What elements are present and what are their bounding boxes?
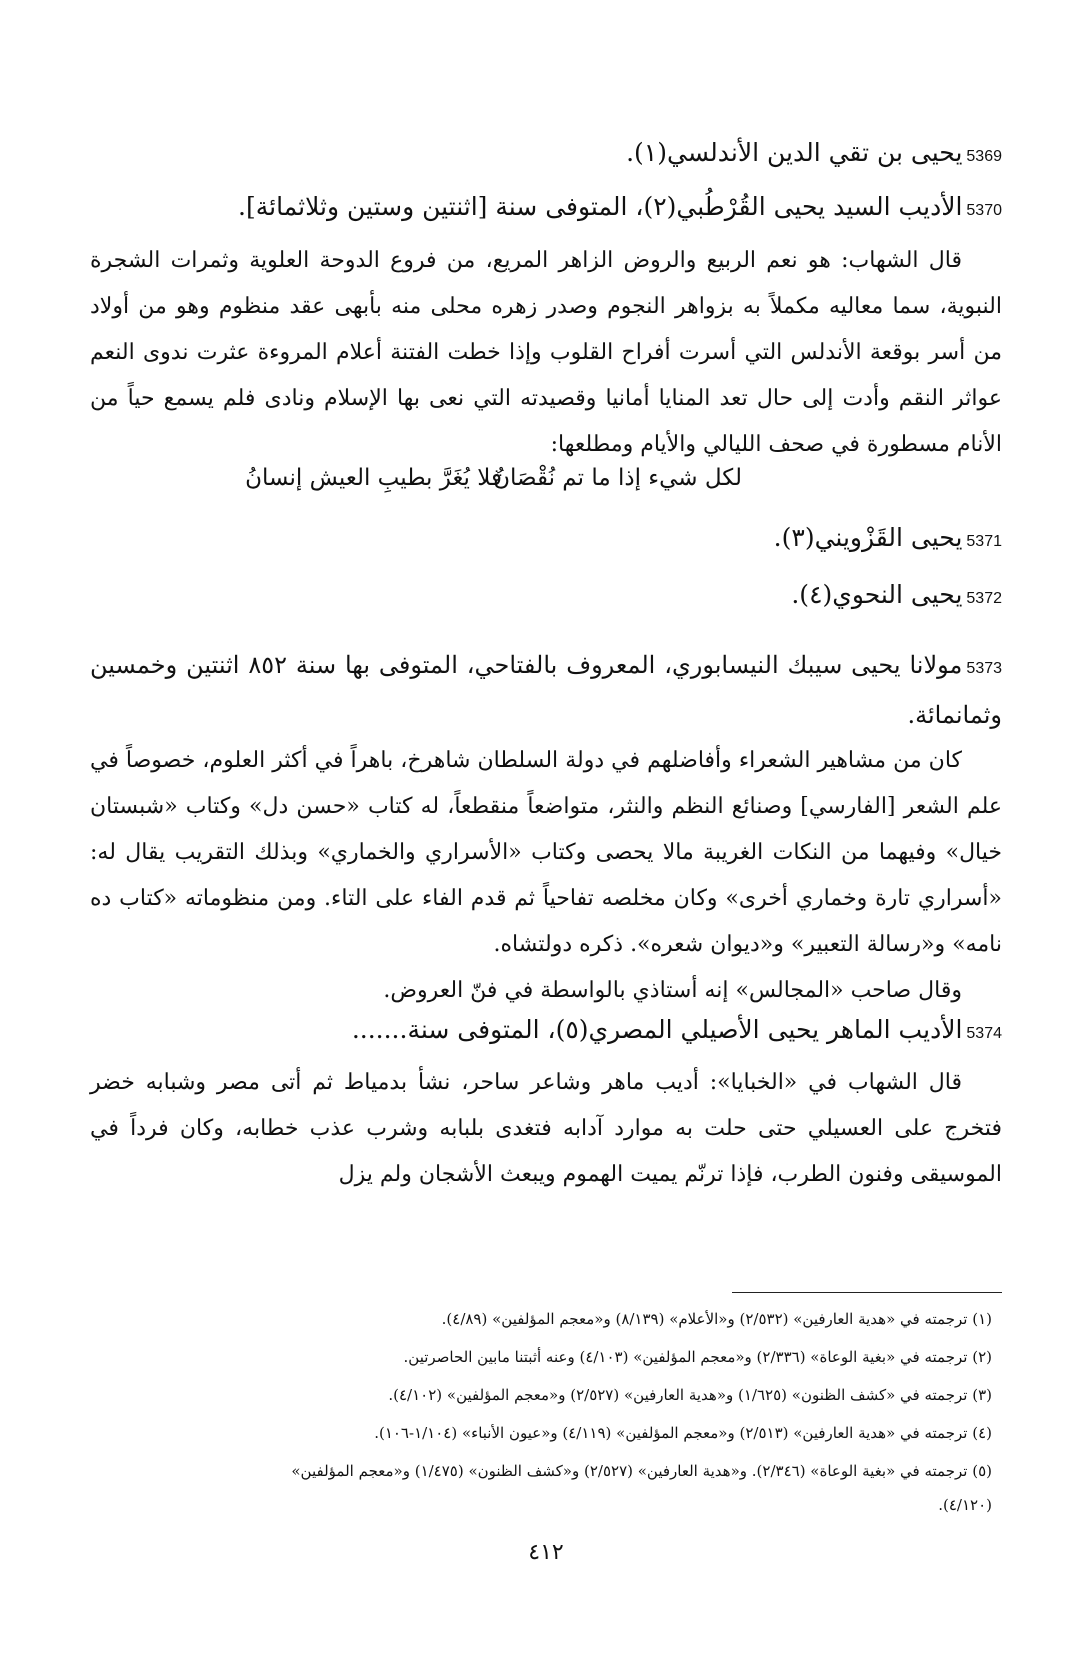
entry-heading	[170, 1015, 1002, 1044]
entry-heading	[90, 642, 1002, 738]
entry-body-continued: وقال صاحب «المجالس» إنه أستاذي بالواسطة في فنّ العروض.	[383, 978, 962, 1003]
entry-heading	[170, 138, 1002, 167]
entry-title: مولانا يحيى سيبك النيسابوري، المعروف بالفتاحي، المتوفى بها سنة ٨٥٢ اثنتين وخمسين وثمانمائة.	[90, 651, 1002, 729]
footnote: (٥) ترجمته في «بغية الوعاة» (٢/٣٤٦). و«هدية العارفين» (٢/٥٢٧) و«كشف الظنون» (١/٤٧٥) و«معجم المؤلفين»	[291, 1462, 992, 1480]
entry-title: يحيى القَزْويني(٣).	[773, 523, 963, 552]
entry-number: 5373	[966, 660, 1003, 677]
entry-title: الأديب الماهر يحيى الأصيلي المصري(٥)، المتوفى سنة.......	[351, 1015, 963, 1044]
verse-second-hemistich: فلا يُغَرَّ بطيبِ العيش إنسانُ	[245, 465, 502, 491]
entry-number: 5371	[966, 533, 1002, 550]
footnote-separator	[732, 1292, 1002, 1293]
verse-first-hemistich: لكل شيء إذا ما تم نُقْصَانُ	[493, 465, 742, 491]
footnote-continuation: (٤/١٢٠).	[938, 1496, 992, 1514]
entry-title: يحيى بن تقي الدين الأندلسي(١).	[626, 138, 963, 167]
entry-heading	[170, 580, 1002, 609]
entry-heading	[170, 523, 1002, 552]
entry-title: الأديب السيد يحيى القُرْطُبي(٢)، المتوفى سنة [اثنتين وستين وثلاثمائة].	[238, 192, 963, 221]
entry-number: 5374	[966, 1025, 1002, 1042]
entry-body: قال الشهاب في «الخبايا»: أديب ماهر وشاعر ساحر، نشأ بدمياط ثم أتى مصر وشبابه خضر فتخرج على العسيلي حتى حلت به موارد آدابه فتغدى بلبابه وشرب عذب خطابه، وكان فرداً في الموسيقى وفنون الطرب، فإذا ترنّم يميت الهموم ويبعث الأشجان ولم يزل	[90, 1070, 1002, 1187]
footnote: (٢) ترجمته في «بغية الوعاة» (٢/٣٣٦) و«معجم المؤلفين» (٤/١٠٣) وعنه أثبتنا مابين الحاصرتين.	[403, 1348, 992, 1366]
footnote: (٤) ترجمته في «هدية العارفين» (٢/٥١٣) و«معجم المؤلفين» (٤/١١٩) و«عيون الأنباء» (١/١٠٤-١٠٦).	[374, 1424, 992, 1442]
entry-body: كان من مشاهير الشعراء وأفاضلهم في دولة السلطان شاهرخ، باهراً في أكثر العلوم، خصوصاً في علم الشعر [الفارسي] وصنائع النظم والنثر، متواضعاً منقطعاً، له كتاب «حسن دل» وكتاب «شبستان خيال» وفيهما من النكات الغريبة مالا يحصى وكتاب «الأسراري والخماري» وبذلك التقريب يقال له: «أسراري تارة وخماري أخرى» وكان مخلصه تفاحياً ثم قدم الفاء على التاء. ومن منظوماته «كتاب ده نامه» و«رسالة التعبير» و«ديوان شعره». ذكره دولتشاه.	[90, 748, 1003, 957]
page-number: ٤١٢	[528, 1540, 564, 1565]
entry-title: يحيى النحوي(٤).	[791, 580, 963, 609]
footnote: (٣) ترجمته في «كشف الظنون» (١/٦٢٥) و«هدية العارفين» (٢/٥٢٧) و«معجم المؤلفين» (٤/١٠٢).	[388, 1386, 992, 1404]
entry-body: قال الشهاب: هو نعم الربيع والروض الزاهر المريع، من فروع الدوحة العلوية وثمرات الشجرة النبوية، سما معاليه مكملاً به بزواهر النجوم وصدر زهره محلى منه بأبهى عقد منظوم وهو من أولاد من أسر بوقعة الأندلس التي أسرت أفراح القلوب وإذا خطت الفتنة أعلام المروءة عثرت ندوى النعم عواثر النقم وأدت إلى حال تعد المنايا أمانيا وقصيدته التي نعى بها الإسلام ونادى فلم يسمع حياً من الأنام مسطورة في صحف الليالي والأيام ومطلعها:	[90, 248, 1002, 457]
entry-number: 5370	[966, 202, 1002, 219]
entry-heading	[170, 192, 1002, 221]
footnote: (١) ترجمته في «هدية العارفين» (٢/٥٣٢) و«الأعلام» (٨/١٣٩) و«معجم المؤلفين» (٤/٨٩).	[441, 1310, 992, 1328]
entry-number: 5372	[966, 590, 1002, 607]
entry-number: 5369	[966, 148, 1002, 165]
